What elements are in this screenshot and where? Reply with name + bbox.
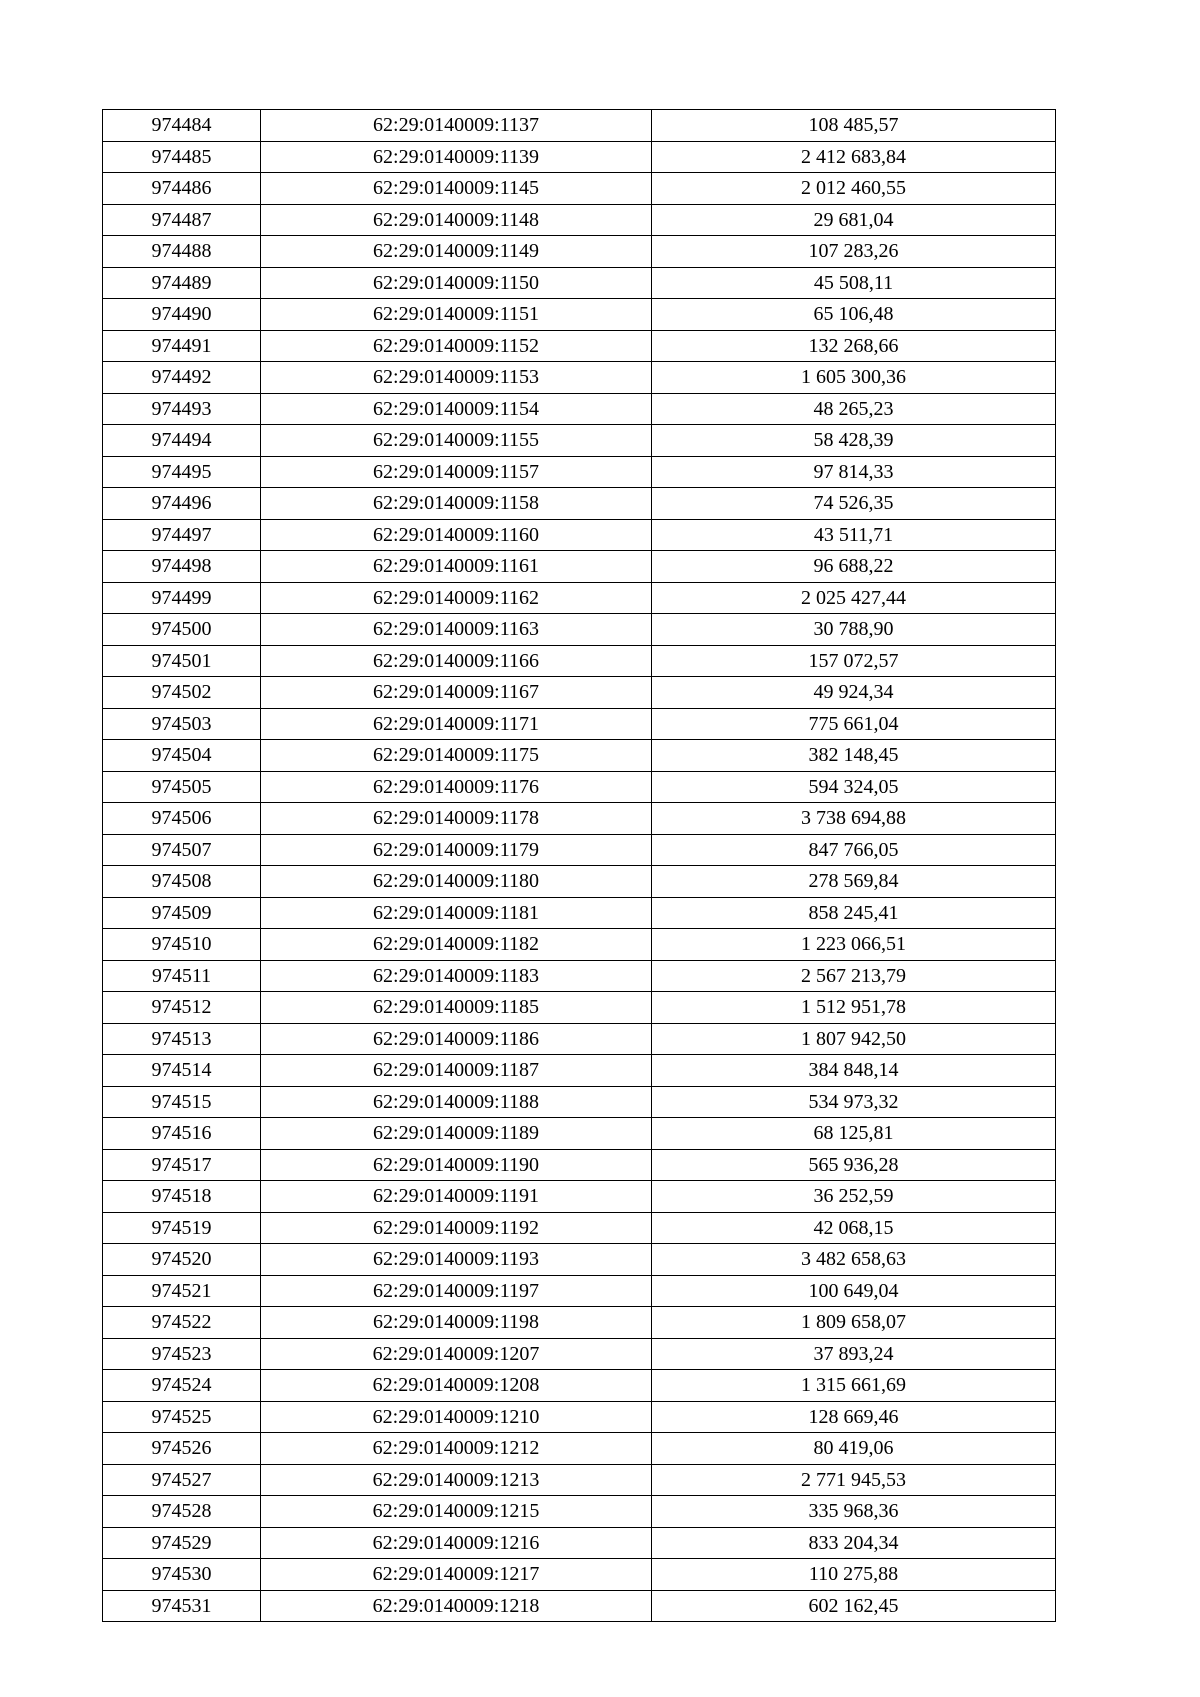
row-number-cell: 974500 bbox=[103, 614, 261, 646]
row-number-cell: 974514 bbox=[103, 1055, 261, 1087]
row-number-cell: 974505 bbox=[103, 771, 261, 803]
table-row bbox=[103, 519, 1056, 551]
cadastral-number-cell: 62:29:0140009:1215 bbox=[261, 1496, 652, 1528]
cadastral-number-cell: 62:29:0140009:1171 bbox=[261, 708, 652, 740]
table-row bbox=[103, 614, 1056, 646]
row-number-cell: 974501 bbox=[103, 645, 261, 677]
value-cell: 42 068,15 bbox=[652, 1212, 1056, 1244]
cadastral-number-cell: 62:29:0140009:1210 bbox=[261, 1401, 652, 1433]
cadastral-number-cell: 62:29:0140009:1151 bbox=[261, 299, 652, 331]
cadastral-number-cell: 62:29:0140009:1148 bbox=[261, 204, 652, 236]
value-cell: 108 485,57 bbox=[652, 110, 1056, 142]
cadastral-number-cell: 62:29:0140009:1180 bbox=[261, 866, 652, 898]
cadastral-number-cell: 62:29:0140009:1162 bbox=[261, 582, 652, 614]
row-number-cell: 974504 bbox=[103, 740, 261, 772]
row-number-cell: 974515 bbox=[103, 1086, 261, 1118]
table-row bbox=[103, 1338, 1056, 1370]
row-number-cell: 974523 bbox=[103, 1338, 261, 1370]
row-number-cell: 974493 bbox=[103, 393, 261, 425]
table-row bbox=[103, 141, 1056, 173]
cadastral-number-cell: 62:29:0140009:1153 bbox=[261, 362, 652, 394]
cadastral-number-cell: 62:29:0140009:1183 bbox=[261, 960, 652, 992]
cadastral-number-cell: 62:29:0140009:1158 bbox=[261, 488, 652, 520]
row-number-cell: 974506 bbox=[103, 803, 261, 835]
cadastral-number-cell: 62:29:0140009:1149 bbox=[261, 236, 652, 268]
row-number-cell: 974508 bbox=[103, 866, 261, 898]
cadastral-number-cell: 62:29:0140009:1208 bbox=[261, 1370, 652, 1402]
value-cell: 128 669,46 bbox=[652, 1401, 1056, 1433]
row-number-cell: 974502 bbox=[103, 677, 261, 709]
table-row bbox=[103, 1118, 1056, 1150]
table-row bbox=[103, 803, 1056, 835]
value-cell: 1 315 661,69 bbox=[652, 1370, 1056, 1402]
value-cell: 132 268,66 bbox=[652, 330, 1056, 362]
cadastral-number-cell: 62:29:0140009:1217 bbox=[261, 1559, 652, 1591]
table-row bbox=[103, 456, 1056, 488]
row-number-cell: 974528 bbox=[103, 1496, 261, 1528]
table-row bbox=[103, 582, 1056, 614]
value-cell: 565 936,28 bbox=[652, 1149, 1056, 1181]
row-number-cell: 974507 bbox=[103, 834, 261, 866]
value-cell: 335 968,36 bbox=[652, 1496, 1056, 1528]
row-number-cell: 974484 bbox=[103, 110, 261, 142]
row-number-cell: 974489 bbox=[103, 267, 261, 299]
cadastral-number-cell: 62:29:0140009:1157 bbox=[261, 456, 652, 488]
row-number-cell: 974525 bbox=[103, 1401, 261, 1433]
value-cell: 1 807 942,50 bbox=[652, 1023, 1056, 1055]
table-row bbox=[103, 1086, 1056, 1118]
table-row bbox=[103, 1401, 1056, 1433]
table-row bbox=[103, 551, 1056, 583]
value-cell: 30 788,90 bbox=[652, 614, 1056, 646]
cadastral-number-cell: 62:29:0140009:1137 bbox=[261, 110, 652, 142]
value-cell: 1 605 300,36 bbox=[652, 362, 1056, 394]
table-row bbox=[103, 1433, 1056, 1465]
value-cell: 382 148,45 bbox=[652, 740, 1056, 772]
table-row bbox=[103, 834, 1056, 866]
cadastral-number-cell: 62:29:0140009:1161 bbox=[261, 551, 652, 583]
table-row bbox=[103, 771, 1056, 803]
row-number-cell: 974486 bbox=[103, 173, 261, 205]
cadastral-number-cell: 62:29:0140009:1191 bbox=[261, 1181, 652, 1213]
row-number-cell: 974488 bbox=[103, 236, 261, 268]
cadastral-number-cell: 62:29:0140009:1218 bbox=[261, 1590, 652, 1622]
cadastral-number-cell: 62:29:0140009:1213 bbox=[261, 1464, 652, 1496]
cadastral-number-cell: 62:29:0140009:1179 bbox=[261, 834, 652, 866]
table-row bbox=[103, 1275, 1056, 1307]
table-body bbox=[103, 110, 1056, 1622]
row-number-cell: 974494 bbox=[103, 425, 261, 457]
row-number-cell: 974529 bbox=[103, 1527, 261, 1559]
value-cell: 534 973,32 bbox=[652, 1086, 1056, 1118]
cadastral-number-cell: 62:29:0140009:1176 bbox=[261, 771, 652, 803]
value-cell: 3 482 658,63 bbox=[652, 1244, 1056, 1276]
value-cell: 847 766,05 bbox=[652, 834, 1056, 866]
row-number-cell: 974521 bbox=[103, 1275, 261, 1307]
value-cell: 49 924,34 bbox=[652, 677, 1056, 709]
value-cell: 1 223 066,51 bbox=[652, 929, 1056, 961]
table-row bbox=[103, 1181, 1056, 1213]
cadastral-number-cell: 62:29:0140009:1155 bbox=[261, 425, 652, 457]
value-cell: 1 809 658,07 bbox=[652, 1307, 1056, 1339]
value-cell: 2 567 213,79 bbox=[652, 960, 1056, 992]
cadastral-number-cell: 62:29:0140009:1185 bbox=[261, 992, 652, 1024]
cadastral-number-cell: 62:29:0140009:1192 bbox=[261, 1212, 652, 1244]
value-cell: 602 162,45 bbox=[652, 1590, 1056, 1622]
row-number-cell: 974487 bbox=[103, 204, 261, 236]
value-cell: 45 508,11 bbox=[652, 267, 1056, 299]
value-cell: 384 848,14 bbox=[652, 1055, 1056, 1087]
row-number-cell: 974530 bbox=[103, 1559, 261, 1591]
table-row bbox=[103, 1527, 1056, 1559]
value-cell: 80 419,06 bbox=[652, 1433, 1056, 1465]
cadastral-number-cell: 62:29:0140009:1187 bbox=[261, 1055, 652, 1087]
cadastral-number-cell: 62:29:0140009:1178 bbox=[261, 803, 652, 835]
table-row bbox=[103, 897, 1056, 929]
cadastral-number-cell: 62:29:0140009:1139 bbox=[261, 141, 652, 173]
row-number-cell: 974497 bbox=[103, 519, 261, 551]
table-row bbox=[103, 992, 1056, 1024]
row-number-cell: 974527 bbox=[103, 1464, 261, 1496]
table-row bbox=[103, 1244, 1056, 1276]
table-row bbox=[103, 173, 1056, 205]
row-number-cell: 974503 bbox=[103, 708, 261, 740]
cadastral-number-cell: 62:29:0140009:1150 bbox=[261, 267, 652, 299]
table-row bbox=[103, 1590, 1056, 1622]
value-cell: 37 893,24 bbox=[652, 1338, 1056, 1370]
table-row bbox=[103, 1496, 1056, 1528]
row-number-cell: 974526 bbox=[103, 1433, 261, 1465]
row-number-cell: 974498 bbox=[103, 551, 261, 583]
cadastral-number-cell: 62:29:0140009:1163 bbox=[261, 614, 652, 646]
cadastral-number-cell: 62:29:0140009:1181 bbox=[261, 897, 652, 929]
value-cell: 2 012 460,55 bbox=[652, 173, 1056, 205]
row-number-cell: 974519 bbox=[103, 1212, 261, 1244]
table-row bbox=[103, 1055, 1056, 1087]
row-number-cell: 974518 bbox=[103, 1181, 261, 1213]
value-cell: 3 738 694,88 bbox=[652, 803, 1056, 835]
cadastral-number-cell: 62:29:0140009:1154 bbox=[261, 393, 652, 425]
cadastral-number-cell: 62:29:0140009:1186 bbox=[261, 1023, 652, 1055]
cadastral-number-cell: 62:29:0140009:1188 bbox=[261, 1086, 652, 1118]
table-row bbox=[103, 929, 1056, 961]
row-number-cell: 974531 bbox=[103, 1590, 261, 1622]
value-cell: 96 688,22 bbox=[652, 551, 1056, 583]
table-row bbox=[103, 740, 1056, 772]
cadastral-number-cell: 62:29:0140009:1160 bbox=[261, 519, 652, 551]
cadastral-number-cell: 62:29:0140009:1197 bbox=[261, 1275, 652, 1307]
table-row bbox=[103, 236, 1056, 268]
cadastral-number-cell: 62:29:0140009:1189 bbox=[261, 1118, 652, 1150]
value-cell: 65 106,48 bbox=[652, 299, 1056, 331]
table-row bbox=[103, 267, 1056, 299]
row-number-cell: 974510 bbox=[103, 929, 261, 961]
value-cell: 278 569,84 bbox=[652, 866, 1056, 898]
table-row bbox=[103, 425, 1056, 457]
value-cell: 833 204,34 bbox=[652, 1527, 1056, 1559]
table-row bbox=[103, 362, 1056, 394]
value-cell: 858 245,41 bbox=[652, 897, 1056, 929]
row-number-cell: 974492 bbox=[103, 362, 261, 394]
cadastral-number-cell: 62:29:0140009:1182 bbox=[261, 929, 652, 961]
table-row bbox=[103, 645, 1056, 677]
table-row bbox=[103, 393, 1056, 425]
cadastral-number-cell: 62:29:0140009:1167 bbox=[261, 677, 652, 709]
row-number-cell: 974485 bbox=[103, 141, 261, 173]
row-number-cell: 974522 bbox=[103, 1307, 261, 1339]
value-cell: 1 512 951,78 bbox=[652, 992, 1056, 1024]
table-row bbox=[103, 1307, 1056, 1339]
table-row bbox=[103, 330, 1056, 362]
value-cell: 36 252,59 bbox=[652, 1181, 1056, 1213]
cadastral-number-cell: 62:29:0140009:1198 bbox=[261, 1307, 652, 1339]
row-number-cell: 974512 bbox=[103, 992, 261, 1024]
value-cell: 775 661,04 bbox=[652, 708, 1056, 740]
value-cell: 97 814,33 bbox=[652, 456, 1056, 488]
value-cell: 29 681,04 bbox=[652, 204, 1056, 236]
table-row bbox=[103, 1559, 1056, 1591]
cadastral-number-cell: 62:29:0140009:1175 bbox=[261, 740, 652, 772]
value-cell: 43 511,71 bbox=[652, 519, 1056, 551]
row-number-cell: 974516 bbox=[103, 1118, 261, 1150]
row-number-cell: 974524 bbox=[103, 1370, 261, 1402]
row-number-cell: 974499 bbox=[103, 582, 261, 614]
row-number-cell: 974511 bbox=[103, 960, 261, 992]
value-cell: 2 771 945,53 bbox=[652, 1464, 1056, 1496]
table-row bbox=[103, 488, 1056, 520]
row-number-cell: 974495 bbox=[103, 456, 261, 488]
row-number-cell: 974490 bbox=[103, 299, 261, 331]
table-row bbox=[103, 1464, 1056, 1496]
table-row bbox=[103, 708, 1056, 740]
value-cell: 58 428,39 bbox=[652, 425, 1056, 457]
cadastral-number-cell: 62:29:0140009:1166 bbox=[261, 645, 652, 677]
value-cell: 110 275,88 bbox=[652, 1559, 1056, 1591]
table-row bbox=[103, 677, 1056, 709]
value-cell: 594 324,05 bbox=[652, 771, 1056, 803]
value-cell: 100 649,04 bbox=[652, 1275, 1056, 1307]
row-number-cell: 974491 bbox=[103, 330, 261, 362]
table-row bbox=[103, 1212, 1056, 1244]
value-cell: 157 072,57 bbox=[652, 645, 1056, 677]
cadastral-number-cell: 62:29:0140009:1207 bbox=[261, 1338, 652, 1370]
row-number-cell: 974509 bbox=[103, 897, 261, 929]
row-number-cell: 974517 bbox=[103, 1149, 261, 1181]
value-cell: 2 412 683,84 bbox=[652, 141, 1056, 173]
value-cell: 48 265,23 bbox=[652, 393, 1056, 425]
value-cell: 2 025 427,44 bbox=[652, 582, 1056, 614]
row-number-cell: 974513 bbox=[103, 1023, 261, 1055]
cadastral-number-cell: 62:29:0140009:1216 bbox=[261, 1527, 652, 1559]
table-row bbox=[103, 866, 1056, 898]
table-row bbox=[103, 204, 1056, 236]
cadastral-number-cell: 62:29:0140009:1145 bbox=[261, 173, 652, 205]
table-row bbox=[103, 1023, 1056, 1055]
value-cell: 68 125,81 bbox=[652, 1118, 1056, 1150]
data-table bbox=[102, 109, 1056, 1622]
table-row bbox=[103, 110, 1056, 142]
value-cell: 74 526,35 bbox=[652, 488, 1056, 520]
table-row bbox=[103, 299, 1056, 331]
cadastral-number-cell: 62:29:0140009:1190 bbox=[261, 1149, 652, 1181]
value-cell: 107 283,26 bbox=[652, 236, 1056, 268]
row-number-cell: 974496 bbox=[103, 488, 261, 520]
cadastral-number-cell: 62:29:0140009:1193 bbox=[261, 1244, 652, 1276]
table-row bbox=[103, 960, 1056, 992]
table-row bbox=[103, 1370, 1056, 1402]
cadastral-number-cell: 62:29:0140009:1212 bbox=[261, 1433, 652, 1465]
cadastral-number-cell: 62:29:0140009:1152 bbox=[261, 330, 652, 362]
row-number-cell: 974520 bbox=[103, 1244, 261, 1276]
table-row bbox=[103, 1149, 1056, 1181]
